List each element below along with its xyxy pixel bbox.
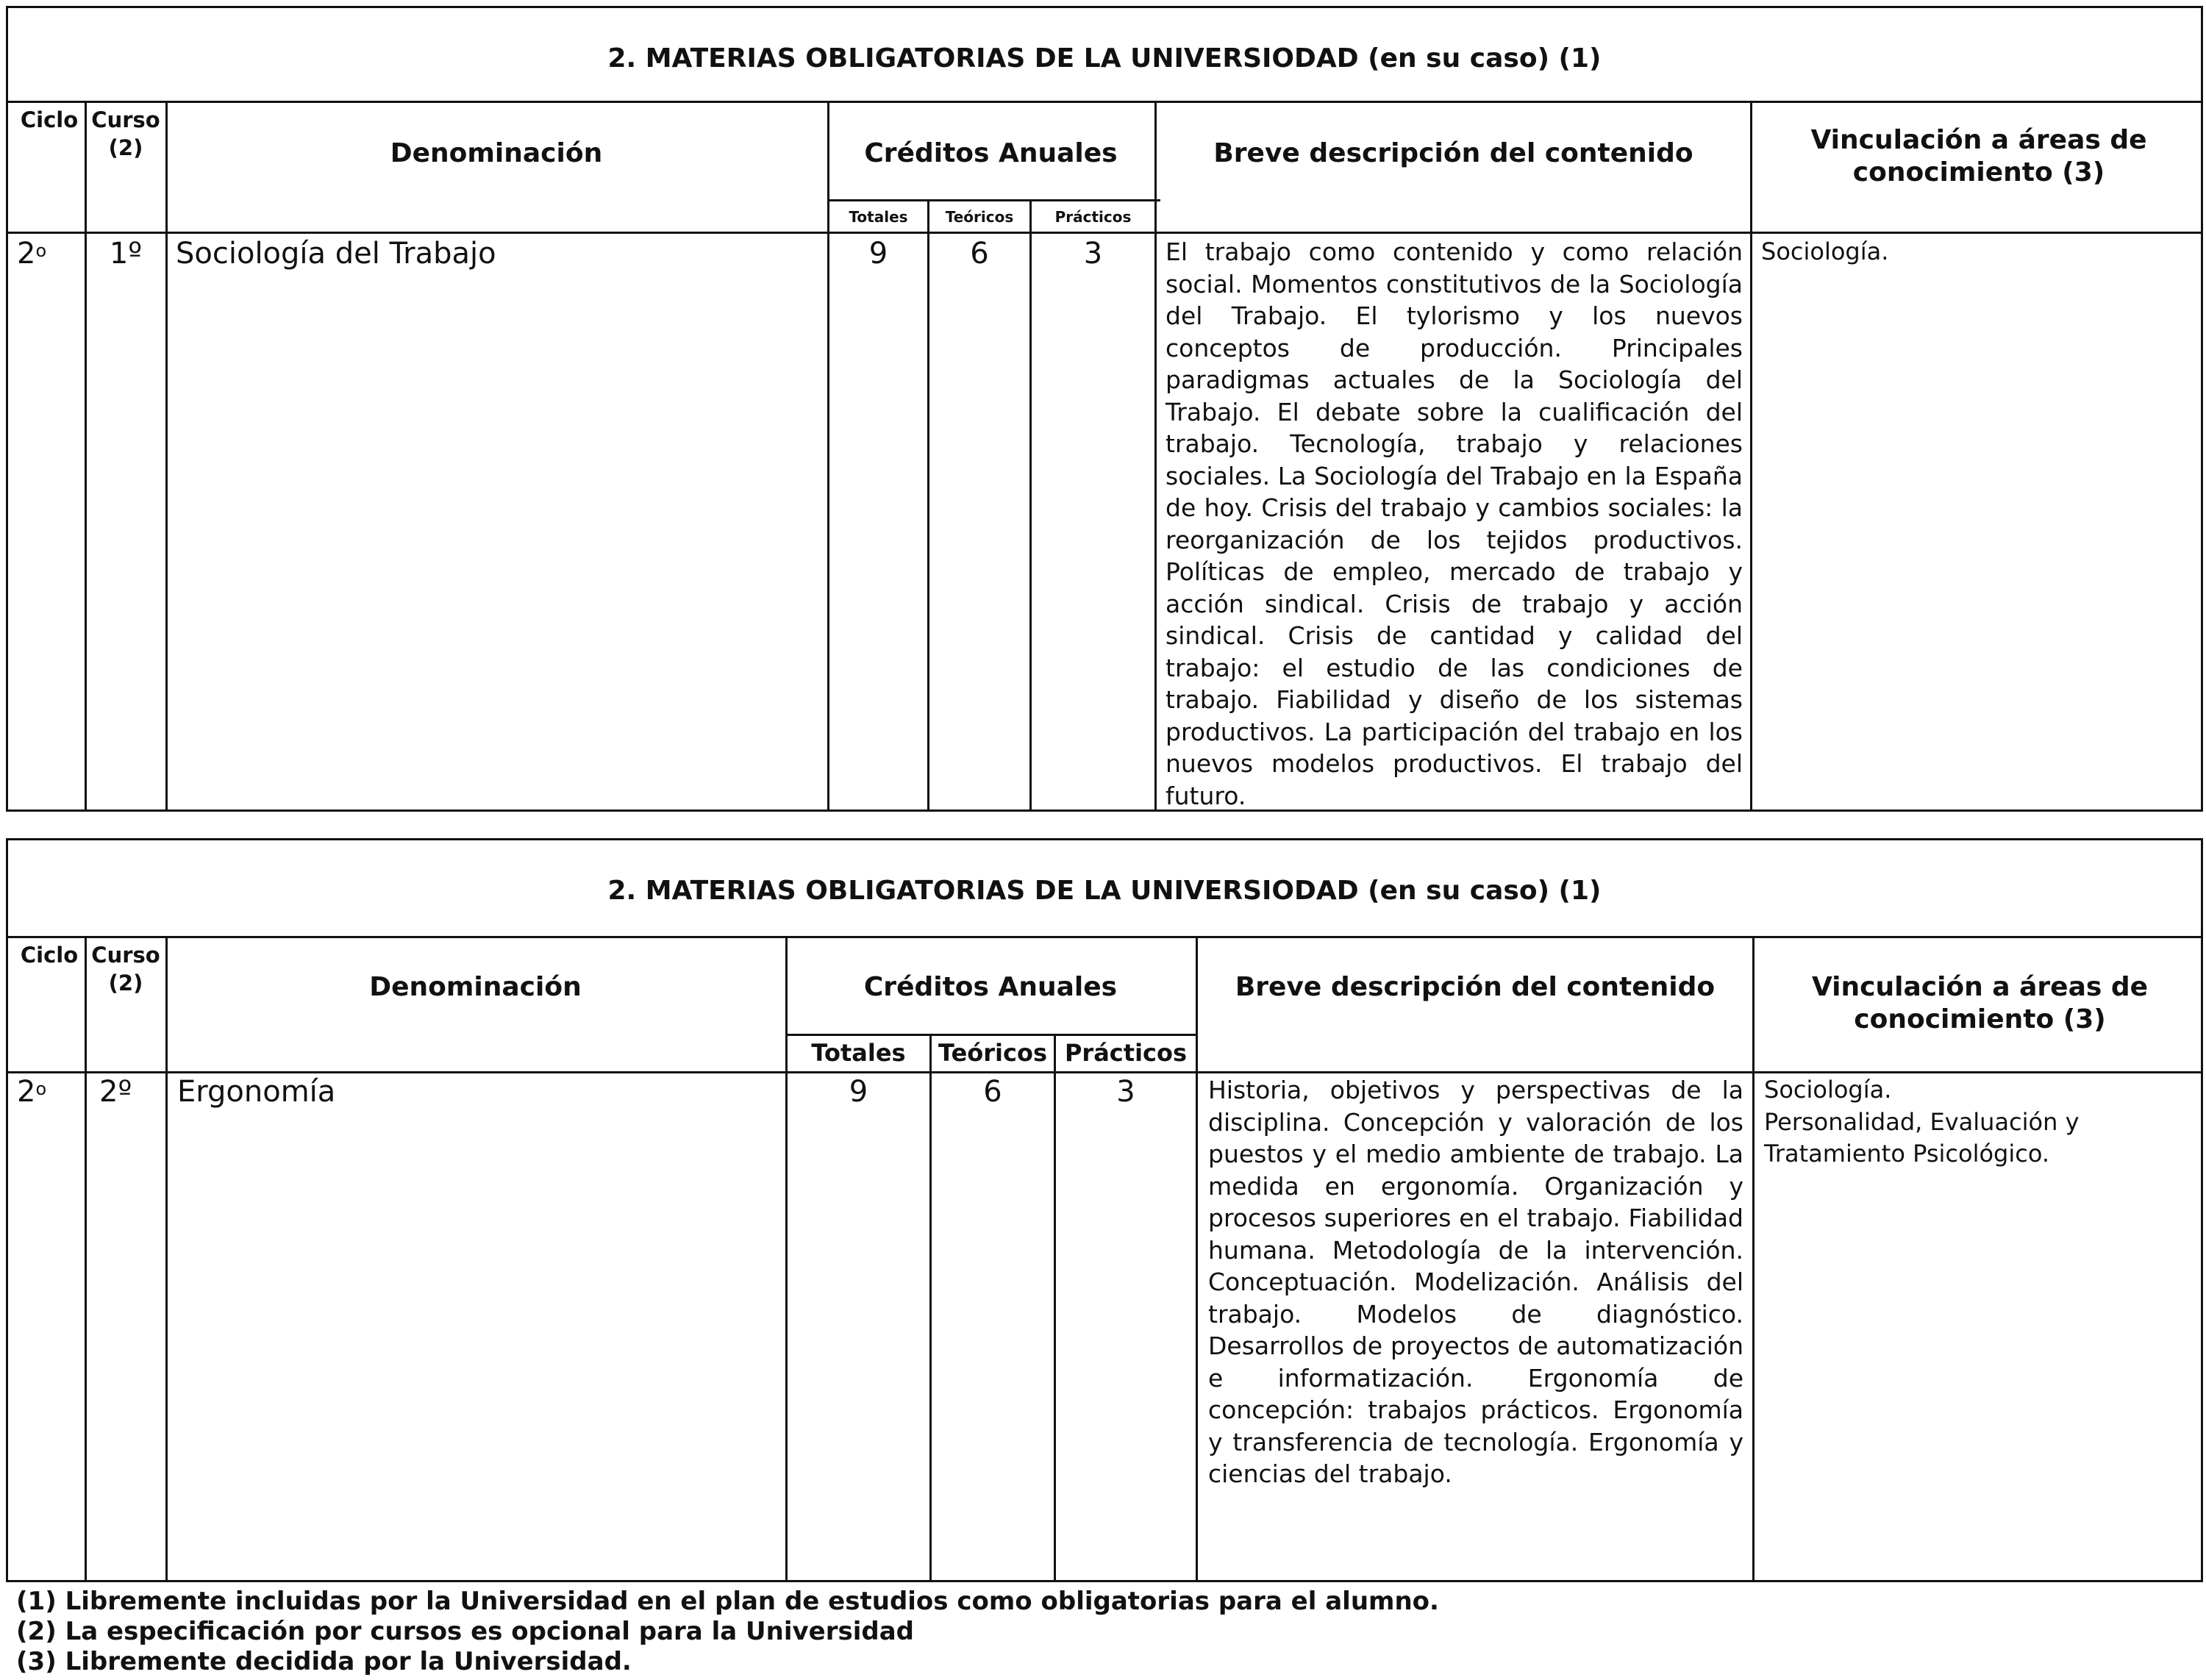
- divider: [785, 936, 788, 1580]
- divider: [165, 936, 168, 1580]
- cell-totales: 9: [849, 1075, 868, 1109]
- header-creditos: Créditos Anuales: [863, 972, 1118, 1002]
- table-title: 2. MATERIAS OBLIGATORIAS DE LA UNIVERSIODAD (en su caso) (1): [607, 43, 1602, 74]
- divider: [1054, 1034, 1056, 1580]
- header-ciclo: Ciclo: [20, 107, 79, 132]
- cell-descripcion: El trabajo como contenido y como relación social. Momentos constitutivos de la Sociología del Trabajo. El tylorismo y los nuevos conceptos de producción. Principales paradigmas actuales de la Sociología del Trabajo. El debate sobre la cualificación del trabajo. Tecnología, trabajo y relaciones sociales. La Sociología del Trabajo en la España de hoy. Crisis del trabajo y cambios sociales: la reorganización de los tejidos productivos. Políticas de empleo, mercado de trabajo y acción sindical. Crisis de trabajo y acción sindical. Crisis de cantidad y calidad del trabajo: el estudio de las condiciones de trabajo. Fiabilidad y diseño de los sistemas productivos. La participación del trabajo en los nuevos modelos productivos. El trabajo del futuro.: [1166, 237, 1743, 810]
- divider: [929, 1034, 932, 1580]
- footnote-2: (2) La especificación por cursos es opcional para la Universidad: [16, 1617, 914, 1646]
- header-teoricos: Teóricos: [945, 208, 1014, 226]
- divider: [1196, 936, 1198, 1580]
- cell-descripcion: Historia, objetivos y perspectivas de la disciplina. Concepción y valoración de los puestos y el medio ambiente de trabajo. La medida en ergonomía. Organización y procesos superiores en el trabajo. Fiabilidad humana. Metodología de la intervención. Conceptuación. Modelización. Análisis del trabajo. Modelos de diagnóstico. Desarrollos de proyectos de automatización e informatización. Ergonomía de concepción: trabajos prácticos. Ergonomía y transferencia de tecnología. Ergonomía y ciencias del trabajo.: [1208, 1076, 1743, 1488]
- cell-curso: 2º: [99, 1075, 132, 1109]
- table-title: 2. MATERIAS OBLIGATORIAS DE LA UNIVERSIODAD (en su caso) (1): [607, 876, 1602, 906]
- divider: [8, 101, 2201, 103]
- header-totales: Totales: [849, 208, 908, 226]
- divider: [1154, 101, 1157, 809]
- cell-curso: 1º: [109, 237, 143, 271]
- header-ciclo: Ciclo: [20, 943, 79, 968]
- divider: [85, 101, 87, 809]
- cell-practicos: 3: [1116, 1075, 1135, 1109]
- divider: [1029, 199, 1032, 809]
- header-descripcion: Breve descripción del contenido: [1213, 138, 1693, 168]
- cell-teoricos: 6: [983, 1075, 1002, 1109]
- header-curso-note: (2): [108, 971, 143, 996]
- header-curso-note: (2): [108, 135, 143, 160]
- vinculacion-item: Personalidad, Evaluación y Tratamiento Psicológico.: [1764, 1107, 2080, 1168]
- table-materias-2: [6, 838, 2203, 1582]
- cell-teoricos: 6: [970, 237, 989, 271]
- divider: [85, 936, 87, 1580]
- header-curso: Curso: [91, 943, 160, 968]
- cell-totales: 9: [868, 237, 888, 271]
- cell-practicos: 3: [1083, 237, 1103, 271]
- header-totales: Totales: [811, 1039, 906, 1067]
- divider: [8, 936, 2201, 938]
- header-vinculacion: [1755, 971, 2205, 1036]
- divider: [165, 101, 168, 809]
- footnote-1: (1) Libremente incluidas por la Universidad en el plan de estudios como obligatorias para el alumno.: [16, 1587, 1439, 1616]
- divider: [785, 1034, 1196, 1036]
- divider: [927, 199, 929, 809]
- vinculacion-item: Sociología.: [1761, 237, 1889, 265]
- header-denominacion: Denominación: [369, 972, 582, 1002]
- header-teoricos: Teóricos: [938, 1039, 1047, 1067]
- cell-ciclo: 2$^o$: [17, 237, 47, 271]
- header-vinculacion-line1: Vinculación a áreas de: [1810, 125, 2147, 155]
- header-creditos: Créditos Anuales: [864, 138, 1118, 168]
- header-vinculacion-line1: Vinculación a áreas de: [1811, 972, 2149, 1002]
- divider: [827, 101, 829, 809]
- header-curso: Curso: [91, 107, 160, 132]
- header-denominacion: Denominación: [390, 138, 603, 168]
- header-vinculacion: [1752, 124, 2205, 189]
- table-materias-1: [6, 6, 2203, 812]
- header-vinculacion-line2: conocimiento (3): [1854, 1004, 2106, 1034]
- divider: [8, 1071, 2201, 1073]
- cell-vinculacion: [1761, 236, 2195, 268]
- header-vinculacion-line2: conocimiento (3): [1852, 157, 2105, 187]
- divider: [8, 232, 2201, 234]
- vinculacion-item: Sociología.: [1764, 1076, 1892, 1104]
- cell-denominacion: Ergonomía: [177, 1075, 336, 1109]
- cell-vinculacion: [1764, 1074, 2146, 1170]
- divider: [1750, 101, 1752, 809]
- cell-ciclo: 2$^o$: [17, 1075, 47, 1109]
- footnote-3: (3) Libremente decidida por la Universidad.: [16, 1647, 632, 1676]
- header-practicos: Prácticos: [1054, 208, 1132, 226]
- header-descripcion: Breve descripción del contenido: [1235, 972, 1716, 1002]
- header-practicos: Prácticos: [1064, 1039, 1188, 1067]
- divider: [827, 199, 1160, 201]
- cell-denominacion: Sociología del Trabajo: [176, 237, 496, 271]
